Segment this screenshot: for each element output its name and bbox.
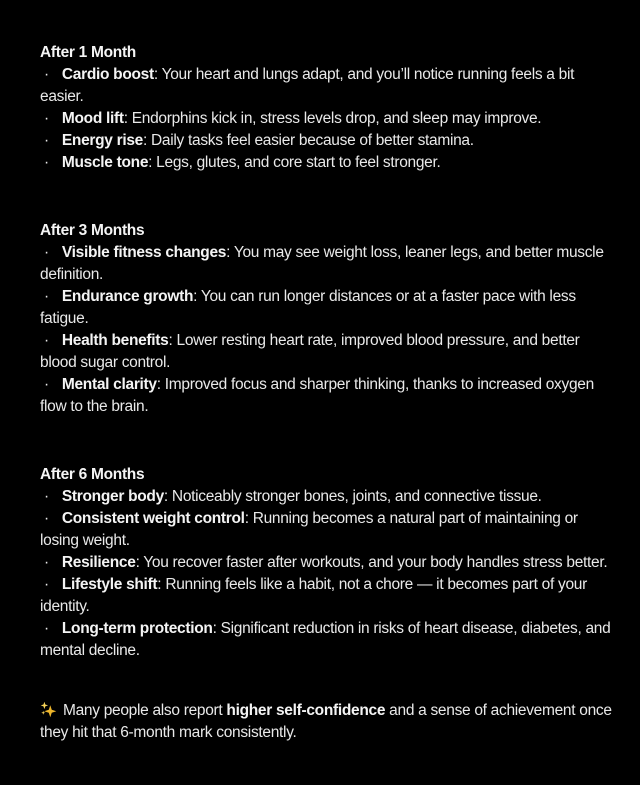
bullet-list-item	[40, 152, 619, 174]
item-separator: :	[168, 332, 177, 349]
bullet-list	[40, 64, 619, 174]
bullet-list-item	[40, 130, 619, 152]
bullet-list-item	[40, 286, 619, 330]
bullet-marker: ·	[44, 488, 49, 505]
section-heading: After 6 Months	[40, 466, 145, 483]
bullet-list-item	[40, 618, 619, 662]
section-heading: After 3 Months	[40, 222, 145, 239]
item-description: You may see weight loss, leaner legs, and better muscle definition.	[40, 244, 604, 283]
sparkles-icon	[40, 701, 57, 718]
item-separator: :	[148, 154, 157, 171]
bullet-list	[40, 242, 619, 418]
item-description: Lower resting heart rate, improved blood pressure, and better blood sugar control.	[40, 332, 580, 371]
item-separator: :	[163, 488, 172, 505]
bullet-list-item	[40, 330, 619, 374]
closing-text-suffix: and a sense of achievement once they hit that 6-month mark consistently.	[40, 702, 612, 741]
bullet-list-item	[40, 64, 619, 108]
item-term: Mood lift	[61, 110, 124, 127]
bullet-marker: ·	[44, 376, 49, 393]
bullet-marker: ·	[44, 110, 49, 127]
item-description: Running feels like a habit, not a chore — it becomes part of your identity.	[40, 576, 587, 615]
item-separator: :	[244, 510, 253, 527]
item-separator: :	[123, 110, 132, 127]
bullet-marker: ·	[44, 554, 49, 571]
item-description: You can run longer distances or at a faster pace with less fatigue.	[40, 288, 576, 327]
item-separator: :	[153, 66, 162, 83]
timeline-section	[40, 42, 619, 174]
item-term: Resilience	[61, 554, 136, 571]
item-term: Endurance growth	[61, 288, 194, 305]
bullet-list-item	[40, 508, 619, 552]
item-description: Your heart and lungs adapt, and you’ll notice running feels a bit easier.	[40, 66, 575, 105]
bullet-marker: ·	[44, 154, 49, 171]
item-separator: :	[156, 376, 165, 393]
item-term: Lifestyle shift	[61, 576, 158, 593]
closing-note	[40, 700, 619, 744]
item-separator: :	[157, 576, 166, 593]
bullet-list-item	[40, 552, 619, 574]
item-description: Running becomes a natural part of maintaining or losing weight.	[40, 510, 578, 549]
item-description: Noticeably stronger bones, joints, and connective tissue.	[171, 488, 542, 505]
item-term: Muscle tone	[61, 154, 149, 171]
item-term: Consistent weight control	[61, 510, 245, 527]
item-term: Health benefits	[61, 332, 169, 349]
bullet-marker: ·	[44, 244, 49, 261]
bullet-list	[40, 486, 619, 662]
item-description: Improved focus and sharper thinking, thanks to increased oxygen flow to the brain.	[40, 376, 594, 415]
timeline-section	[40, 464, 619, 662]
item-term: Visible fitness changes	[61, 244, 227, 261]
bullet-marker: ·	[44, 510, 49, 527]
bullet-marker: ·	[44, 620, 49, 637]
item-separator: :	[212, 620, 221, 637]
timeline-section	[40, 220, 619, 418]
bullet-marker: ·	[44, 576, 49, 593]
bullet-list-item	[40, 374, 619, 418]
item-description: Legs, glutes, and core start to feel stronger.	[156, 154, 441, 171]
item-description: You recover faster after workouts, and your body handles stress better.	[143, 554, 608, 571]
bullet-list-item	[40, 574, 619, 618]
section-heading: After 1 Month	[40, 44, 136, 61]
bullet-marker: ·	[44, 66, 49, 83]
item-separator: :	[193, 288, 201, 305]
item-separator: :	[135, 554, 144, 571]
bullet-marker: ·	[44, 332, 49, 349]
item-term: Energy rise	[61, 132, 144, 149]
timeline-sections	[40, 42, 619, 662]
item-term: Stronger body	[61, 488, 164, 505]
item-term: Cardio boost	[61, 66, 154, 83]
bullet-marker: ·	[44, 288, 49, 305]
bullet-list-item	[40, 242, 619, 286]
closing-text-prefix: Many people also report	[63, 702, 227, 719]
bullet-marker: ·	[44, 132, 49, 149]
bullet-list-item	[40, 486, 619, 508]
closing-text-bold: higher self-confidence	[226, 702, 386, 719]
item-description: Daily tasks feel easier because of better stamina.	[151, 132, 474, 149]
item-separator: :	[226, 244, 234, 261]
item-separator: :	[143, 132, 152, 149]
item-description: Endorphins kick in, stress levels drop, and sleep may improve.	[131, 110, 542, 127]
item-term: Long-term protection	[61, 620, 213, 637]
item-term: Mental clarity	[61, 376, 157, 393]
bullet-list-item	[40, 108, 619, 130]
item-description: Significant reduction in risks of heart disease, diabetes, and mental decline.	[40, 620, 611, 659]
